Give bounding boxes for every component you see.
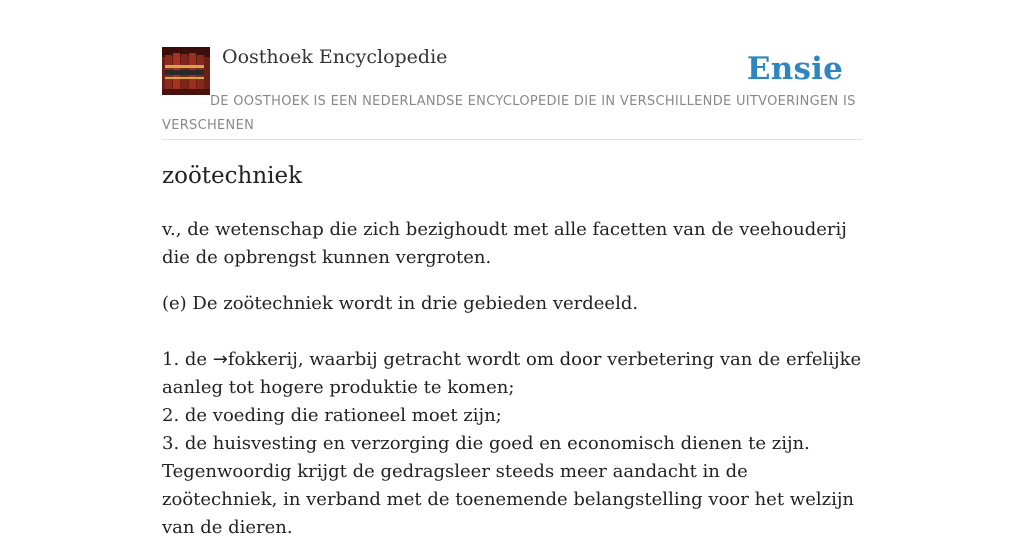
- list-item: [162, 346, 862, 402]
- brand-logo[interactable]: Ensie: [746, 51, 843, 87]
- entry-intro: (e) De zoötechniek wordt in drie gebieden verdeeld.: [162, 293, 639, 314]
- list-item-text: , waarbij getracht wordt om door verbetering van de erfelijke aanleg tot hogere produktie te komen;: [162, 349, 862, 398]
- fokkerij-link[interactable]: fokkerij: [227, 349, 298, 370]
- source-tagline: DE OOSTHOEK IS EEN NEDERLANDSE ENCYCLOPEDIE DIE IN VERSCHILLENDE UITVOERINGEN IS VERSCHENEN: [162, 94, 856, 133]
- paragraph-gap: [162, 318, 862, 346]
- header-divider: [162, 139, 862, 140]
- entry-closing: Tegenwoordig krijgt de gedragsleer steeds meer aandacht in de zoötechniek, in verband met de toenemende belangstelling voor het welzijn van de dieren.: [162, 461, 855, 538]
- entry-definition: v., de wetenschap die zich bezighoudt met alle facetten van de veehouderij die de opbrengst kunnen vergroten.: [162, 219, 847, 268]
- list-item: 2. de voeding die rationeel moet zijn;: [162, 405, 502, 426]
- list-item-prefix: 1. de: [162, 349, 213, 370]
- source-name[interactable]: Oosthoek Encyclopedie: [222, 46, 448, 68]
- list-item: 3. de huisvesting en verzorging die goed en economisch dienen te zijn.: [162, 433, 810, 454]
- entry-body: [162, 290, 862, 542]
- encyclopedia-books-icon[interactable]: [162, 47, 210, 95]
- arrow-right-icon: →: [212, 349, 228, 370]
- entry-title: zoötechniek: [162, 163, 303, 189]
